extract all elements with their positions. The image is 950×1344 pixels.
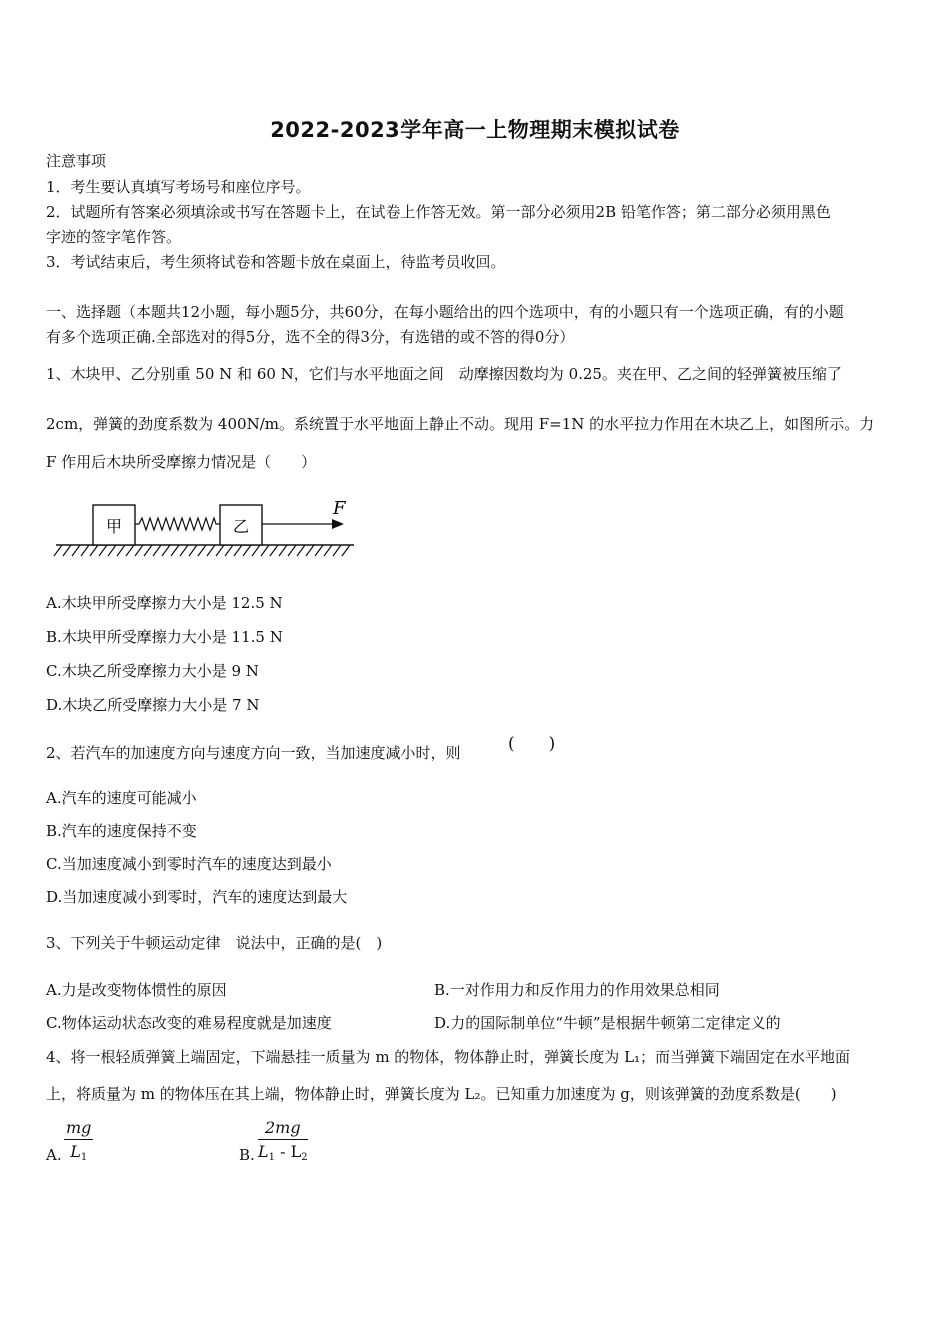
- hatch-stroke: [135, 545, 143, 556]
- hatch-stroke: [261, 545, 269, 556]
- q2-stem: 2、若汽车的加速度方向与速度方向一致，当加速度减小时，则: [46, 744, 461, 762]
- fraction-bar: [64, 1139, 93, 1140]
- hatch-stroke: [171, 545, 179, 556]
- hatch-stroke: [54, 545, 62, 556]
- hatch-stroke: [144, 545, 152, 556]
- hatch-stroke: [153, 545, 161, 556]
- hatch-stroke: [117, 545, 125, 556]
- q1-option-b[interactable]: B.木块甲所受摩擦力大小是 11.5 N: [46, 628, 283, 646]
- q4-option-a-numerator: mg: [66, 1118, 92, 1137]
- notice-item-2-cont: 字迹的签字笔作答。: [46, 228, 182, 246]
- q4-option-b-label[interactable]: B.: [239, 1146, 255, 1164]
- section-heading: 一、选择题（本题共12小题，每小题5分，共60分，在每小题给出的四个选项中，有的小题只有一个选项正确，有的小题: [46, 303, 844, 321]
- hatch-stroke: [324, 545, 332, 556]
- q1-option-a[interactable]: A.木块甲所受摩擦力大小是 12.5 N: [46, 594, 283, 612]
- block-b-label: 乙: [232, 517, 250, 536]
- hatch-stroke: [288, 545, 296, 556]
- hatch-stroke: [63, 545, 71, 556]
- hatch-stroke: [207, 545, 215, 556]
- hatch-stroke: [234, 545, 242, 556]
- q4-option-a-denominator: $L_1$: [70, 1142, 88, 1163]
- q3-option-d[interactable]: D.力的国际制单位“牛顿”是根据牛顿第二定律定义的: [434, 1014, 781, 1032]
- q4-stem-line2: 上，将质量为 m 的物体压在其上端，物体静止时，弹簧长度为 L₂。已知重力加速度为 g，则该弹簧的劲度系数是( ): [46, 1085, 837, 1103]
- q4-option-b-fraction[interactable]: [258, 1118, 308, 1163]
- q2-option-a[interactable]: A.汽车的速度可能减小: [46, 789, 197, 807]
- q3-option-b[interactable]: B.一对作用力和反作用力的作用效果总相同: [434, 981, 720, 999]
- hatch-stroke: [315, 545, 323, 556]
- notice-item-3: 3．考试结束后，考生须将试卷和答题卡放在桌面上，待监考员收回。: [46, 253, 506, 271]
- q4-stem-line1: 4、将一根轻质弹簧上端固定，下端悬挂一质量为 m 的物体，物体静止时，弹簧长度为 L₁；而当弹簧下端固定在水平地面: [46, 1048, 851, 1066]
- q1-option-d[interactable]: D.木块乙所受摩擦力大小是 7 N: [46, 696, 260, 714]
- hatch-stroke: [189, 545, 197, 556]
- q4-option-b-denominator: $L_1 - L_2$: [258, 1142, 308, 1163]
- notice-item-2: 2．试题所有答案必须填涂或书写在答题卡上，在试卷上作答无效。第一部分必须用2B 铅笔作答；第二部分必须用黑色: [46, 203, 831, 221]
- notice-heading: 注意事项: [46, 152, 107, 170]
- q3-option-a[interactable]: A.力是改变物体惯性的原因: [46, 981, 227, 999]
- q2-paren: ( ): [508, 734, 556, 754]
- fraction-bar: [258, 1139, 308, 1140]
- force-label: F: [333, 498, 346, 519]
- hatch-stroke: [252, 545, 260, 556]
- q1-stem-line3: F 作用后木块所受摩擦力情况是（ ）: [46, 453, 317, 471]
- hatch-stroke: [342, 545, 350, 556]
- hatch-stroke: [279, 545, 287, 556]
- q1-stem-line2: 2cm，弹簧的劲度系数为 400N/m。系统置于水平地面上静止不动。现用 F=1N 的水平拉力作用在木块乙上，如图所示。力: [46, 415, 875, 433]
- q2-option-c[interactable]: C.当加速度减小到零时汽车的速度达到最小: [46, 855, 332, 873]
- q3-option-c[interactable]: C.物体运动状态改变的难易程度就是加速度: [46, 1014, 332, 1032]
- q2-option-d[interactable]: D.当加速度减小到零时，汽车的速度达到最大: [46, 888, 348, 906]
- notice-item-1: 1．考生要认真填写考场号和座位序号。: [46, 178, 311, 196]
- ground-hatching: [54, 545, 354, 556]
- hatch-stroke: [306, 545, 314, 556]
- hatch-stroke: [126, 545, 134, 556]
- hatch-stroke: [72, 545, 80, 556]
- q2-option-b[interactable]: B.汽车的速度保持不变: [46, 822, 197, 840]
- section-heading-cont: 有多个选项正确.全部选对的得5分，选不全的得3分，有选错的或不答的得0分）: [46, 328, 575, 346]
- hatch-stroke: [297, 545, 305, 556]
- hatch-stroke: [180, 545, 188, 556]
- hatch-stroke: [270, 545, 278, 556]
- hatch-stroke: [225, 545, 233, 556]
- hatch-stroke: [216, 545, 224, 556]
- q1-option-c[interactable]: C.木块乙所受摩擦力大小是 9 N: [46, 662, 259, 680]
- hatch-stroke: [99, 545, 107, 556]
- hatch-stroke: [198, 545, 206, 556]
- block-a-label: 甲: [105, 517, 123, 536]
- hatch-stroke: [243, 545, 251, 556]
- spring: [135, 518, 220, 530]
- q4-option-b-numerator: 2mg: [264, 1118, 301, 1137]
- q3-stem: 3、下列关于牛顿运动定律 说法中，正确的是( ): [46, 934, 383, 952]
- hatch-stroke: [162, 545, 170, 556]
- q1-stem-line1: 1、木块甲、乙分别重 50 N 和 60 N，它们与水平地面之间 动摩擦因数均为 0.25。夹在甲、乙之间的轻弹簧被压缩了: [46, 365, 842, 383]
- hatch-stroke: [333, 545, 341, 556]
- hatch-stroke: [90, 545, 98, 556]
- q4-option-a-fraction[interactable]: [64, 1118, 93, 1163]
- hatch-stroke: [81, 545, 89, 556]
- force-arrow-head: [332, 519, 344, 529]
- hatch-stroke: [108, 545, 116, 556]
- page-title: 2022-2023学年高一上物理期末模拟试卷: [270, 118, 680, 142]
- q4-option-a-label[interactable]: A.: [46, 1146, 62, 1164]
